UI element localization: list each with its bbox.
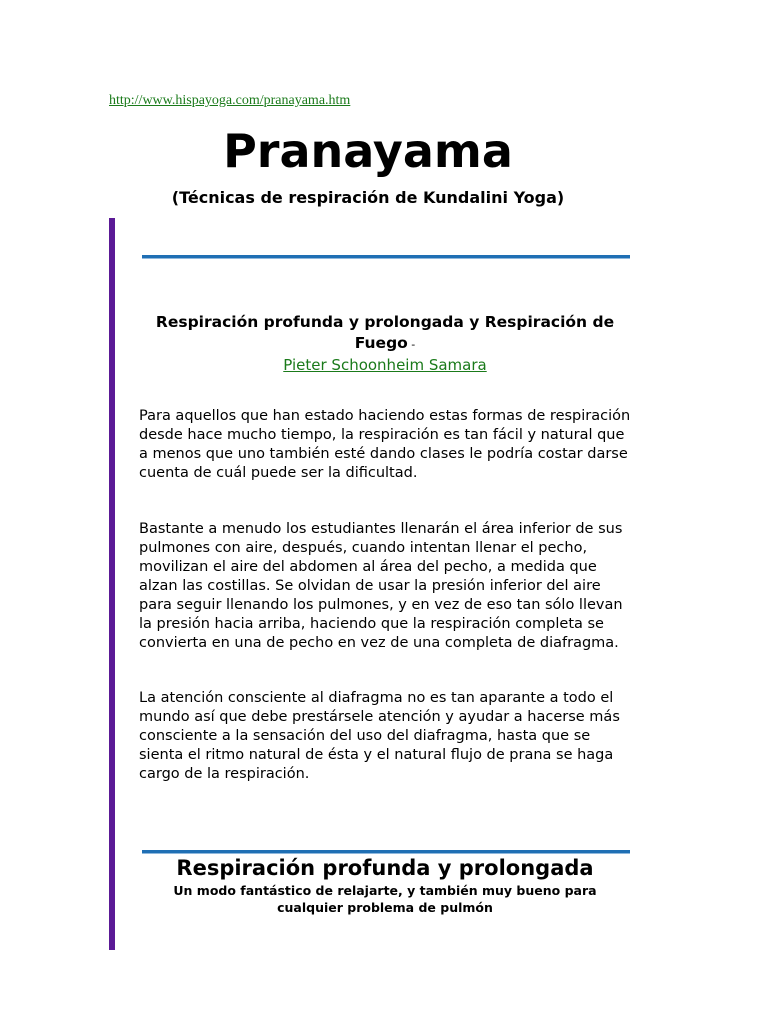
paragraph-1: Para aquellos que han estado haciendo estas formas de respiración desde hace mucho tiempo, la respiración es tan fácil y natural que a menos que uno también esté dando clases le podría costar darse cuenta de cuál puede ser la dificultad.: [139, 408, 631, 481]
page-title: Pranayama: [223, 124, 513, 178]
heading-dash: -: [407, 338, 416, 351]
page-subtitle: (Técnicas de respiración de Kundalini Yoga): [171, 188, 565, 207]
article-heading-text: Respiración profunda y prolongada y Respiración de Fuego: [155, 313, 615, 352]
side-accent-bar: [109, 218, 115, 950]
author-link[interactable]: Pieter Schoonheim Samara: [283, 356, 487, 374]
horizontal-rule: [142, 255, 630, 259]
section2-heading: Respiración profunda y prolongada: [176, 856, 594, 880]
source-url-link[interactable]: http://www.hispayoga.com/pranayama.htm: [109, 93, 351, 108]
article-heading: [140, 312, 630, 376]
paragraph-3: La atención consciente al diafragma no es tan aparante a todo el mundo así que debe prestársele atención y ayudar a hacerse más consciente a la sensación del uso del diafragma, hasta que se sienta el ritmo natural de ésta y el natural flujo de prana se haga cargo de la respiración.: [139, 690, 620, 782]
paragraph-2: Bastante a menudo los estudiantes llenarán el área inferior de sus pulmones con aire, después, cuando intentan llenar el pecho, movilizan el aire del abdomen al área del pecho, a medida que alzan las costillas. Se olvidan de usar la presión inferior del aire para seguir llenando los pulmones, y en vez de eso tan sólo llevan la presión hacia arriba, haciendo que la respiración completa se convierta en una de pecho en vez de una completa de diafragma.: [139, 521, 623, 651]
section2-subheading: Un modo fantástico de relajarte, y también muy bueno para cualquier problema de pulmón: [173, 883, 597, 915]
horizontal-rule-2: [142, 850, 630, 854]
